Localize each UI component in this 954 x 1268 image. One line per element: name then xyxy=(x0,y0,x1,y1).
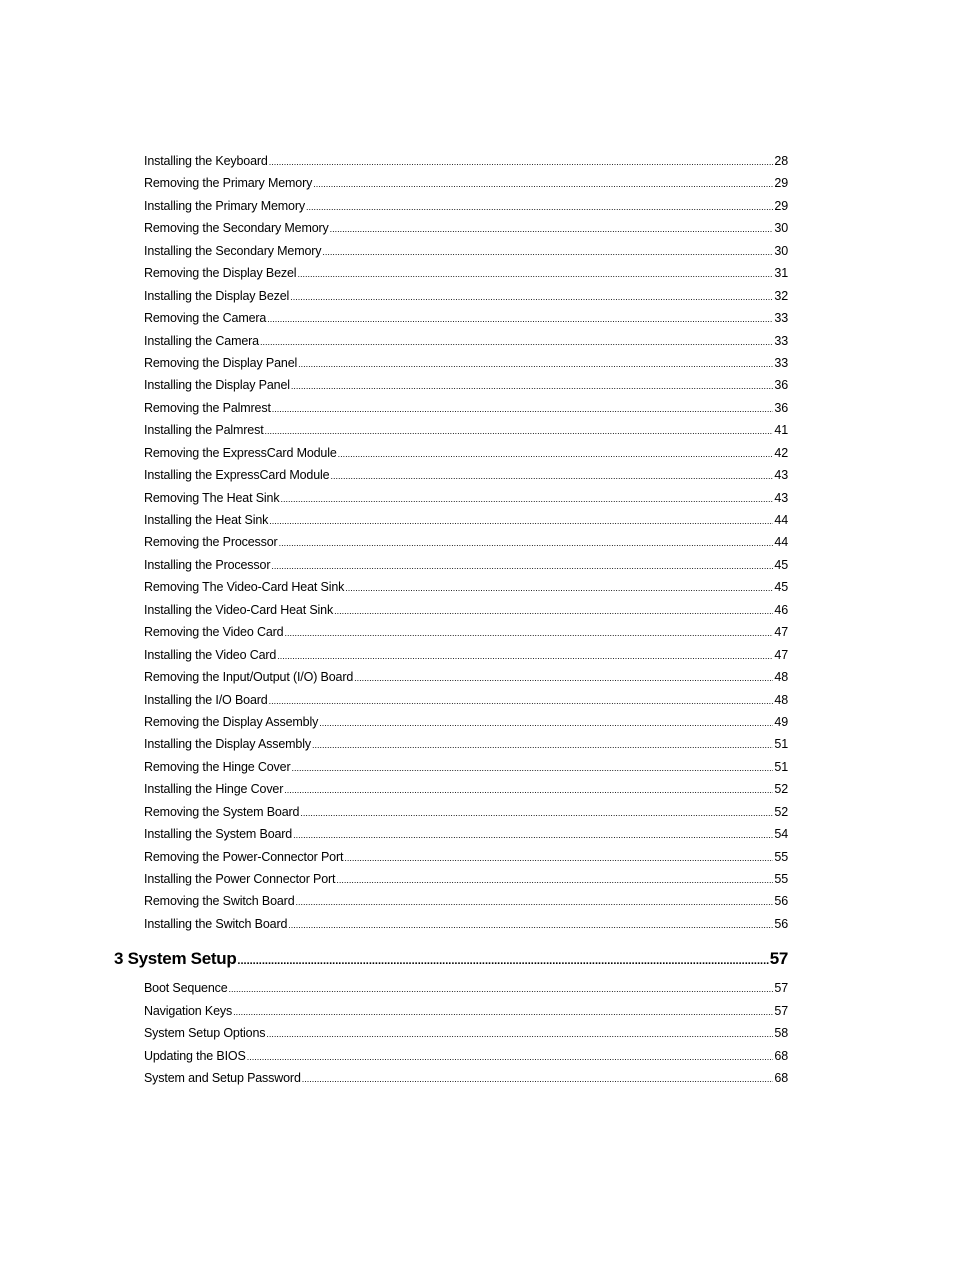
toc-entry-title: Removing the Hinge Cover xyxy=(144,759,291,774)
toc-entry-title: Installing the ExpressCard Module xyxy=(144,468,330,483)
toc-entry-title: Updating the BIOS xyxy=(144,1048,246,1063)
toc-entry-page: 56 xyxy=(774,894,788,909)
toc-entry[interactable] xyxy=(114,217,788,239)
toc-entry-title: System Setup Options xyxy=(144,1026,266,1041)
toc-entry-page: 56 xyxy=(774,916,788,931)
toc-chapter-heading[interactable] xyxy=(114,935,788,977)
toc-entry[interactable] xyxy=(114,778,788,800)
toc-entry-title: Removing the Display Panel xyxy=(144,355,298,370)
dot-leader xyxy=(271,554,773,576)
toc-entry[interactable] xyxy=(114,868,788,890)
toc-entry-title: Installing the Keyboard xyxy=(144,154,268,168)
dot-leader xyxy=(296,890,774,912)
toc-entry-title: Installing the Power Connector Port xyxy=(144,872,336,886)
dot-leader xyxy=(288,913,773,935)
toc-entry-title: Removing the Secondary Memory xyxy=(144,221,329,236)
toc-entry-page: 43 xyxy=(774,490,788,505)
dot-leader xyxy=(312,733,773,755)
toc-entry-title: Installing the Secondary Memory xyxy=(144,243,322,258)
toc-entry-page: 30 xyxy=(774,221,788,236)
toc-entry[interactable] xyxy=(114,240,788,262)
toc-entry[interactable] xyxy=(114,823,788,845)
toc-entry-title: Installing the Hinge Cover xyxy=(144,782,284,797)
toc-entry[interactable] xyxy=(114,554,788,576)
dot-leader xyxy=(229,977,774,999)
dot-leader xyxy=(306,195,773,217)
toc-entry[interactable] xyxy=(114,644,788,666)
dot-leader xyxy=(302,1067,774,1089)
dot-leader xyxy=(330,464,773,486)
toc-entry[interactable] xyxy=(114,509,788,531)
toc-entry-page: 43 xyxy=(774,468,788,483)
toc-entry[interactable] xyxy=(114,352,788,374)
toc-entry-page: 32 xyxy=(774,288,788,303)
toc-entry[interactable] xyxy=(114,374,788,396)
toc-entry-page: 36 xyxy=(774,400,788,415)
dot-leader xyxy=(267,307,773,329)
toc-entry[interactable] xyxy=(114,1000,788,1022)
toc-entry[interactable] xyxy=(114,846,788,868)
toc-entry-title: Removing the Video Card xyxy=(144,625,284,640)
toc-entry-title: Installing the Switch Board xyxy=(144,916,288,931)
toc-entry-title: Installing the I/O Board xyxy=(144,692,268,707)
dot-leader xyxy=(313,172,773,194)
toc-entry-page: 41 xyxy=(774,423,788,438)
toc-entry-page: 51 xyxy=(774,737,788,752)
toc-entry-title: Installing the Video Card xyxy=(144,647,277,662)
toc-entry-page: 49 xyxy=(774,714,788,729)
toc-entry[interactable] xyxy=(114,801,788,823)
dot-leader xyxy=(338,442,774,464)
toc-entry-page: 36 xyxy=(774,378,788,393)
toc-entry[interactable] xyxy=(114,419,788,441)
toc-entry-page: 44 xyxy=(774,535,788,550)
dot-leader xyxy=(265,419,774,441)
toc-entry-page: 51 xyxy=(774,759,788,774)
dot-leader xyxy=(277,644,773,666)
toc-entry-page: 28 xyxy=(774,154,788,168)
dot-leader xyxy=(293,823,773,845)
toc-entry-page: 58 xyxy=(774,1026,788,1041)
dot-leader xyxy=(284,621,773,643)
toc-entry-page: 33 xyxy=(774,333,788,348)
dot-leader xyxy=(247,1045,774,1067)
toc-entry-title: System and Setup Password xyxy=(144,1071,301,1086)
toc-entry[interactable] xyxy=(114,285,788,307)
dot-leader xyxy=(298,352,773,374)
toc-entry-page: 30 xyxy=(774,243,788,258)
toc-entry[interactable] xyxy=(114,711,788,733)
dot-leader xyxy=(237,946,768,974)
dot-leader xyxy=(319,711,773,733)
toc-entry[interactable] xyxy=(114,1045,788,1067)
dot-leader xyxy=(334,599,773,621)
toc-entry-title: Installing the Palmrest xyxy=(144,423,264,438)
toc-entry-title: Removing The Video-Card Heat Sink xyxy=(144,580,345,595)
dot-leader xyxy=(330,217,774,239)
toc-entry-title: Removing the System Board xyxy=(144,804,300,819)
toc-entry-page: 48 xyxy=(774,670,788,685)
toc-entry-page: 31 xyxy=(774,266,788,281)
toc-entry-title: Removing The Heat Sink xyxy=(144,490,280,505)
toc-entry-page: 68 xyxy=(774,1048,788,1063)
toc-entry[interactable] xyxy=(114,262,788,284)
toc-entry[interactable] xyxy=(114,756,788,778)
toc-entry-title: Installing the System Board xyxy=(144,827,293,842)
toc-entry[interactable] xyxy=(114,913,788,935)
toc-entry-page: 29 xyxy=(774,176,788,191)
toc-entry-title: Removing the Input/Output (I/O) Board xyxy=(144,670,354,685)
toc-entry-page: 33 xyxy=(774,311,788,326)
toc-entry-title: Installing the Primary Memory xyxy=(144,198,305,213)
dot-leader xyxy=(290,285,773,307)
dot-leader xyxy=(284,778,773,800)
toc-entry-title: Removing the Display Bezel xyxy=(144,266,297,281)
toc-entry-page: 44 xyxy=(774,513,788,527)
toc-entry-page: 52 xyxy=(774,804,788,819)
toc-entry[interactable] xyxy=(114,621,788,643)
toc-entry-title: Boot Sequence xyxy=(144,981,228,996)
toc-entry-title: Installing the Display Bezel xyxy=(144,288,290,303)
dot-leader xyxy=(266,1022,773,1044)
toc-entry-title: Installing the Processor xyxy=(144,557,271,572)
toc-entry-page: 46 xyxy=(774,602,788,617)
toc-entry[interactable] xyxy=(114,487,788,509)
toc-entry-title: Removing the Power-Connector Port xyxy=(144,849,344,864)
toc-entry[interactable] xyxy=(114,531,788,553)
toc-entry-page: 47 xyxy=(774,647,788,662)
dot-leader xyxy=(279,531,774,553)
toc-entry-title: Removing the ExpressCard Module xyxy=(144,445,337,460)
toc-entry-title: Removing the Switch Board xyxy=(144,894,295,909)
toc-entry[interactable] xyxy=(114,150,788,172)
dot-leader xyxy=(269,689,774,711)
dot-leader xyxy=(272,397,774,419)
toc-entry-page: 42 xyxy=(774,445,788,460)
toc-entry-page: 33 xyxy=(774,355,788,370)
toc-entry-title: Installing the Display Panel xyxy=(144,378,290,393)
dot-leader xyxy=(233,1000,773,1022)
toc-entry[interactable] xyxy=(114,464,788,486)
toc-entry[interactable] xyxy=(114,195,788,217)
toc-entry-title: Installing the Heat Sink xyxy=(144,513,269,527)
toc-entry-title: Removing the Camera xyxy=(144,311,267,326)
toc-entry-page: 68 xyxy=(774,1071,788,1086)
dot-leader xyxy=(354,666,773,688)
toc-entry-title: Installing the Video-Card Heat Sink xyxy=(144,602,334,617)
toc-entry[interactable] xyxy=(114,890,788,912)
toc-entry[interactable] xyxy=(114,1022,788,1044)
toc-entry[interactable] xyxy=(114,977,788,999)
toc-entry-page: 47 xyxy=(774,625,788,640)
toc-entry[interactable] xyxy=(114,172,788,194)
toc-entry[interactable] xyxy=(114,1067,788,1089)
toc-entry-page: 57 xyxy=(774,981,788,996)
toc-entry-page: 57 xyxy=(774,1003,788,1018)
toc-entry[interactable] xyxy=(114,666,788,688)
toc-entry[interactable] xyxy=(114,599,788,621)
dot-leader xyxy=(280,487,773,509)
toc-entry-page: 48 xyxy=(774,692,788,707)
toc-entry[interactable] xyxy=(114,689,788,711)
dot-leader xyxy=(269,509,773,531)
toc-entry[interactable] xyxy=(114,442,788,464)
toc-entry-title: Removing the Primary Memory xyxy=(144,176,313,191)
toc-entry-title: Navigation Keys xyxy=(144,1003,233,1018)
toc-entry-page: 55 xyxy=(774,849,788,864)
dot-leader xyxy=(297,262,773,284)
toc-entry[interactable] xyxy=(114,576,788,598)
toc-entry-title: Removing the Display Assembly xyxy=(144,714,319,729)
toc-entry-page: 45 xyxy=(774,580,788,595)
dot-leader xyxy=(336,868,773,890)
toc-chapter-title: 3 System Setup xyxy=(114,949,237,969)
dot-leader xyxy=(345,576,773,598)
dot-leader xyxy=(269,150,774,172)
toc-entry-page: 45 xyxy=(774,557,788,572)
toc-entry-title: Installing the Display Assembly xyxy=(144,737,311,752)
dot-leader xyxy=(344,846,773,868)
toc-entry-title: Removing the Palmrest xyxy=(144,400,271,415)
toc-entry[interactable] xyxy=(114,330,788,352)
toc-entry[interactable] xyxy=(114,733,788,755)
toc-entry-page: 52 xyxy=(774,782,788,797)
toc-entry-title: Removing the Processor xyxy=(144,535,278,550)
toc-chapter-page: 57 xyxy=(769,949,788,969)
toc-entry-title: Installing the Camera xyxy=(144,333,259,348)
toc-entry[interactable] xyxy=(114,397,788,419)
toc-entry-page: 55 xyxy=(774,872,788,886)
dot-leader xyxy=(300,801,773,823)
toc-entry-page: 29 xyxy=(774,198,788,213)
toc-entry[interactable] xyxy=(114,307,788,329)
dot-leader xyxy=(260,330,773,352)
dot-leader xyxy=(291,756,773,778)
dot-leader xyxy=(291,374,774,396)
toc-entry-page: 54 xyxy=(774,827,788,842)
table-of-contents xyxy=(114,150,788,1090)
dot-leader xyxy=(322,240,773,262)
